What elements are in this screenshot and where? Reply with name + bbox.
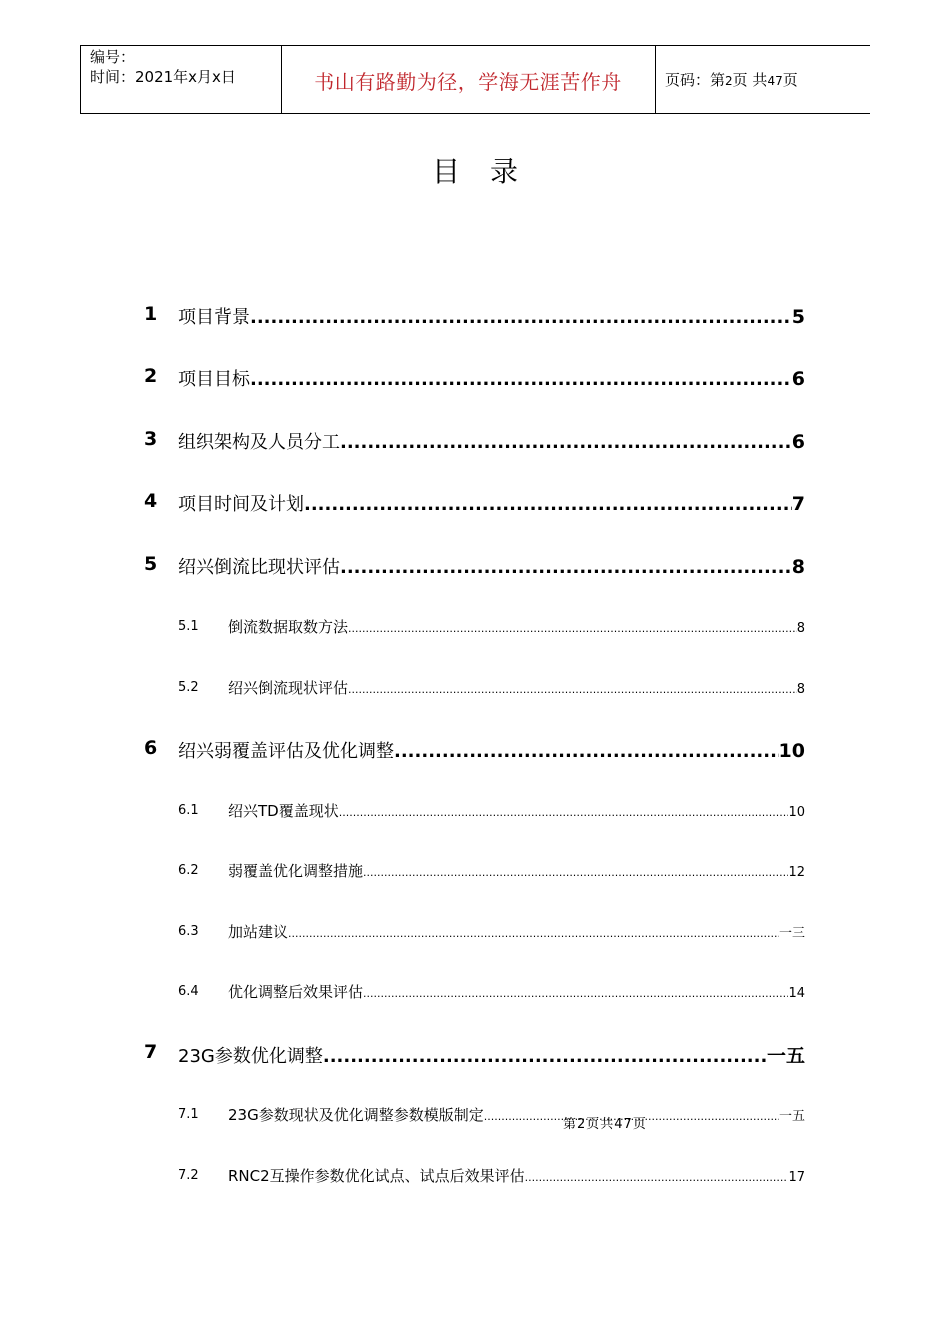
toc-entry-title: 倒流数据取数方法 xyxy=(228,618,349,636)
toc-entry-page: 5 xyxy=(791,306,805,328)
toc-leader-dots xyxy=(250,369,792,390)
page-current: 2 xyxy=(725,74,733,88)
toc-entry-number: 5.1 xyxy=(178,619,199,634)
toc-entry-page: 6 xyxy=(791,368,805,390)
toc-entry-title: 优化调整后效果评估 xyxy=(228,983,364,1001)
toc-entry-title: 项目目标 xyxy=(178,369,250,390)
toc-entry-page: 一五 xyxy=(778,1109,805,1124)
toc-entry-title: 组织架构及人员分工 xyxy=(178,432,340,453)
page-suffix: 页 xyxy=(782,71,798,89)
toc-entry[interactable] xyxy=(0,921,950,947)
header-divider xyxy=(655,45,656,113)
toc-entry[interactable] xyxy=(0,303,950,329)
toc-leader-dots xyxy=(348,683,797,696)
toc-leader-dots xyxy=(288,927,779,940)
toc-entry-number: 6.4 xyxy=(178,984,199,999)
page-count-note: 第2页共47页 xyxy=(563,1117,647,1132)
toc-entry[interactable] xyxy=(0,800,950,826)
toc-leader-dots xyxy=(250,307,792,328)
toc-leader-dots xyxy=(340,557,792,578)
toc-entry-number: 2 xyxy=(144,365,158,387)
toc-entry-number: 6.3 xyxy=(178,924,199,939)
toc-entry-number: 3 xyxy=(144,428,158,450)
toc-entry-page: 一五 xyxy=(766,1045,805,1067)
toc-entry-page: 10 xyxy=(778,740,805,762)
toc-leader-dots xyxy=(363,866,788,879)
header-divider xyxy=(80,45,81,113)
toc-leader-dots xyxy=(394,741,779,762)
header-motto: 书山有路勤为径，学海无涯苦作舟 xyxy=(314,70,622,94)
header-top-rule xyxy=(80,45,870,46)
toc-entry[interactable] xyxy=(0,1165,950,1191)
toc-entry[interactable] xyxy=(0,1104,950,1130)
toc-entry[interactable] xyxy=(0,737,950,763)
toc-entry-title: RNC2互操作参数优化试点、试点后效果评估 xyxy=(228,1167,525,1185)
toc-entry-number: 5.2 xyxy=(178,680,199,695)
toc-entry-page: 8 xyxy=(796,621,805,636)
toc-entry-number: 7 xyxy=(144,1041,158,1063)
toc-entry-page: 10 xyxy=(788,805,805,820)
toc-entry-number: 7.1 xyxy=(178,1107,199,1122)
toc-entry[interactable] xyxy=(0,981,950,1007)
header-bottom-rule xyxy=(80,113,870,114)
toc-entry[interactable] xyxy=(0,428,950,454)
toc-entry-page: 14 xyxy=(788,986,805,1001)
time-label: 时间：2021年x月x日 xyxy=(90,68,236,86)
toc-entry-number: 5 xyxy=(144,553,158,575)
toc-entry[interactable] xyxy=(0,1041,950,1067)
toc-leader-dots xyxy=(348,622,797,635)
header-page-info xyxy=(665,69,798,90)
toc-entry-page: 8 xyxy=(796,682,805,697)
toc-entry-number: 6.1 xyxy=(178,803,199,818)
toc-entry[interactable] xyxy=(0,490,950,516)
toc-title: 目录 xyxy=(431,155,548,188)
toc-leader-dots xyxy=(363,987,788,1000)
toc-entry-number: 1 xyxy=(144,303,158,325)
page-total: 47 xyxy=(767,74,783,88)
toc-entry-title: 23G参数优化调整 xyxy=(178,1046,323,1067)
toc-entry[interactable] xyxy=(0,616,950,642)
toc-leader-dots xyxy=(304,494,792,515)
toc-entry[interactable] xyxy=(0,677,950,703)
toc-leader-dots xyxy=(339,806,789,819)
page-prefix: 页码：第 xyxy=(665,71,726,89)
toc-entry-page: 12 xyxy=(788,865,805,880)
toc-entry[interactable] xyxy=(0,553,950,579)
toc-leader-dots xyxy=(340,432,792,453)
toc-entry-number: 4 xyxy=(144,490,158,512)
toc-entry-number: 6.2 xyxy=(178,863,199,878)
toc-entry-title: 绍兴倒流比现状评估 xyxy=(178,557,340,578)
toc-entry-page: 6 xyxy=(791,431,805,453)
toc-entry-page: 7 xyxy=(791,493,805,515)
toc-entry[interactable] xyxy=(0,365,950,391)
toc-entry-title: 绍兴TD覆盖现状 xyxy=(228,802,339,820)
toc-entry-page: 8 xyxy=(791,556,805,578)
toc-entry-number: 6 xyxy=(144,737,158,759)
toc-leader-dots xyxy=(525,1171,789,1184)
header-meta xyxy=(90,47,236,87)
toc-entry-title: 绍兴弱覆盖评估及优化调整 xyxy=(178,741,394,762)
page-middle: 页 共 xyxy=(732,71,768,89)
toc-entry-page: 17 xyxy=(788,1170,805,1185)
number-label: 编号： xyxy=(90,48,136,66)
toc-entry-title: 弱覆盖优化调整措施 xyxy=(228,862,364,880)
toc-entry[interactable] xyxy=(0,860,950,886)
toc-entry-number: 7.2 xyxy=(178,1168,199,1183)
toc-entry-page: 一三 xyxy=(778,926,805,941)
toc-entry-title: 项目时间及计划 xyxy=(178,494,304,515)
toc-entry-title: 项目背景 xyxy=(178,307,250,328)
toc-leader-dots xyxy=(323,1046,767,1067)
toc-entry-title: 加站建议 xyxy=(228,923,289,941)
toc-entry-title: 绍兴倒流现状评估 xyxy=(228,679,349,697)
toc-entry-title: 23G参数现状及优化调整参数模版制定 xyxy=(228,1106,484,1124)
